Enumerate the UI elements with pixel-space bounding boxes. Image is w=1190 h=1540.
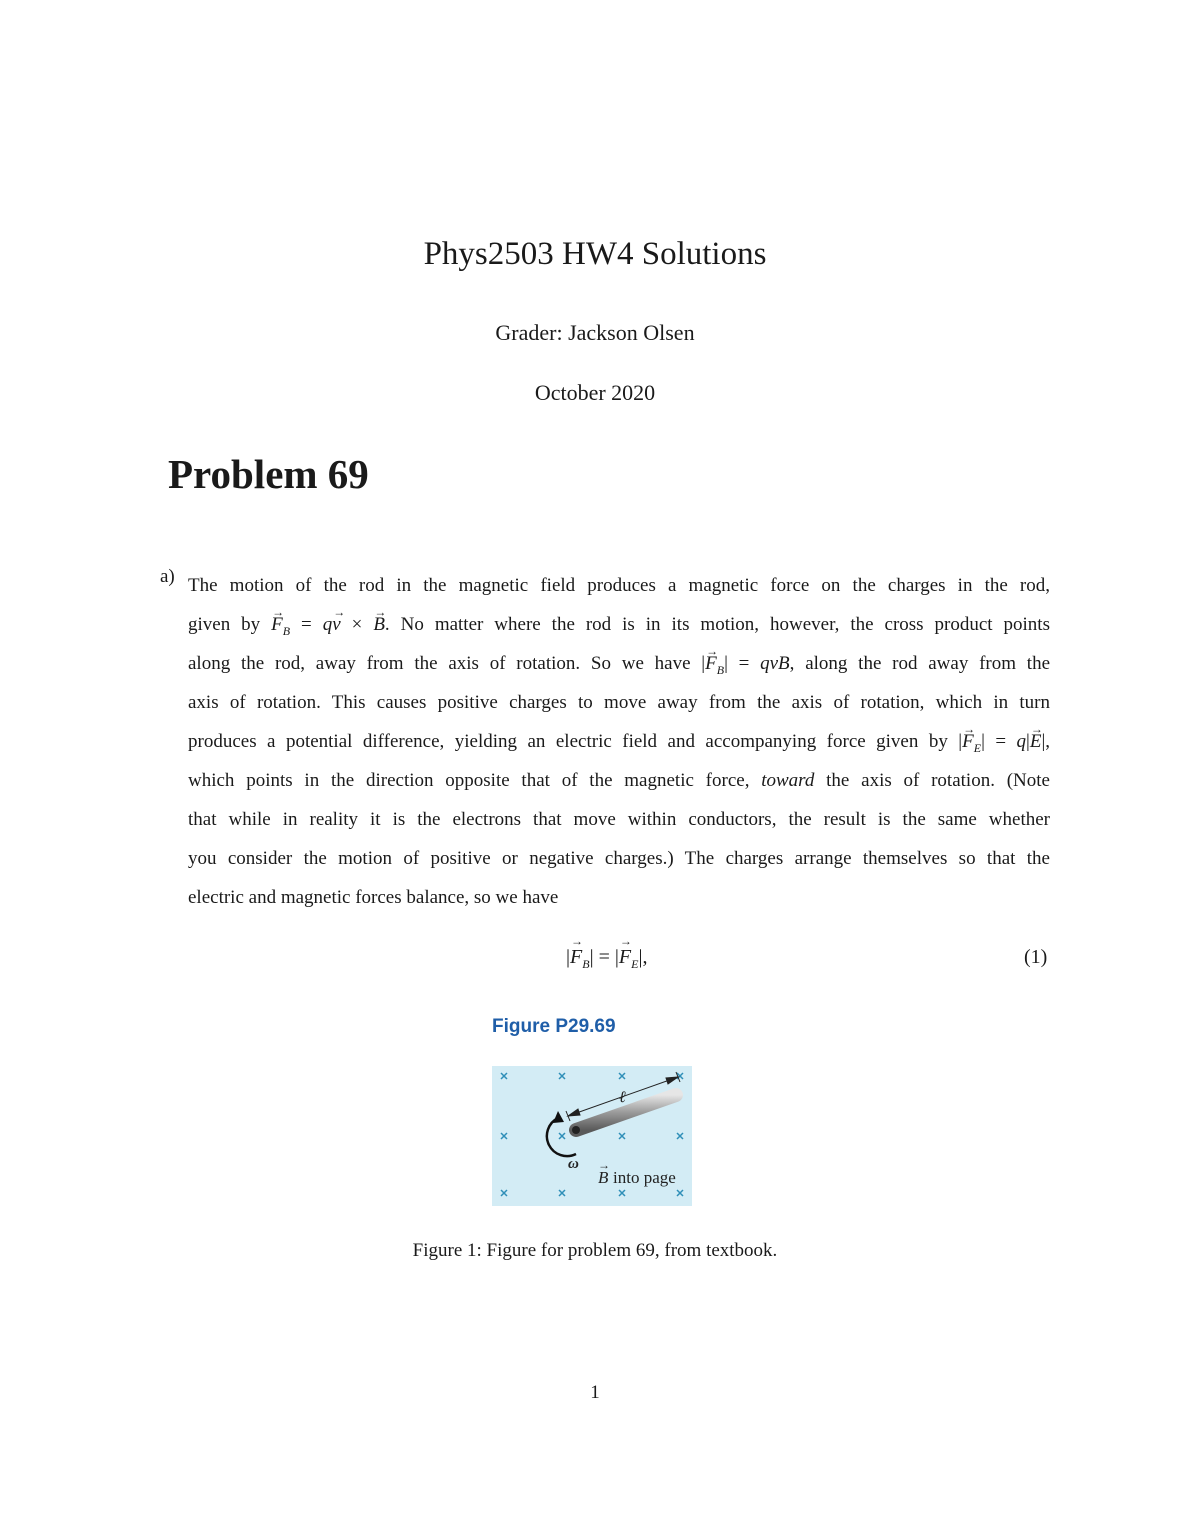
paragraph-line-7: that while in reality it is the electrons that move within conductors, the result is the same whether xyxy=(188,809,1050,830)
field-symbol: B xyxy=(598,1168,609,1187)
display-equation: |→ $F_B|$ = |→ $F_E|$, xyxy=(566,946,647,972)
omega-label: ω xyxy=(568,1156,579,1172)
figure-caption: Figure 1: Figure for problem 69, from textbook. xyxy=(412,1240,778,1261)
author-line: Grader: Jackson Olsen xyxy=(495,320,695,345)
solution-paragraph xyxy=(188,566,1050,917)
section-heading: Problem 69 xyxy=(168,451,369,497)
figure-title: Figure P29.69 xyxy=(492,1016,616,1037)
paragraph-line-1: The motion of the rod in the magnetic field produces a magnetic force on the charges in the rod, xyxy=(188,575,1050,596)
field-vector-arrow: → xyxy=(598,1158,610,1172)
paragraph-line-5: produces a potential difference, yielding an electric field and accompanying force given by |→ $F_E| = q|\to E|$, xyxy=(188,722,1050,761)
paragraph-line-4: axis of rotation. This causes positive charges to move away from the axis of rotation, which in turn xyxy=(188,692,1050,713)
paragraph-line-2: given by → $F_B = q\to v$ × → B. No matter where the rod is in its motion, however, the cross product points xyxy=(188,605,1050,644)
document-title: Phys2503 HW4 Solutions xyxy=(423,236,767,272)
page-number: 1 xyxy=(590,1382,600,1403)
rotating-rod-figure xyxy=(492,1066,692,1206)
paragraph-line-3: along the rod, away from the axis of rotation. So we have |→ $F_B|$ = qvB, along the rod away from the xyxy=(188,644,1050,683)
equation-number: (1) xyxy=(1024,946,1048,968)
date-line: October 2020 xyxy=(534,380,656,405)
length-label: ℓ xyxy=(619,1089,626,1106)
paragraph-line-9: electric and magnetic forces balance, so we have xyxy=(188,887,559,908)
field-direction-label: into page xyxy=(613,1168,676,1187)
item-label: a) xyxy=(160,566,175,587)
paragraph-line-6: which points in the direction opposite that of the magnetic force, toward the axis of rotation. (Note xyxy=(188,770,1050,791)
paragraph-line-8: you consider the motion of positive or negative charges.) The charges arrange themselves so that the xyxy=(188,848,1050,869)
